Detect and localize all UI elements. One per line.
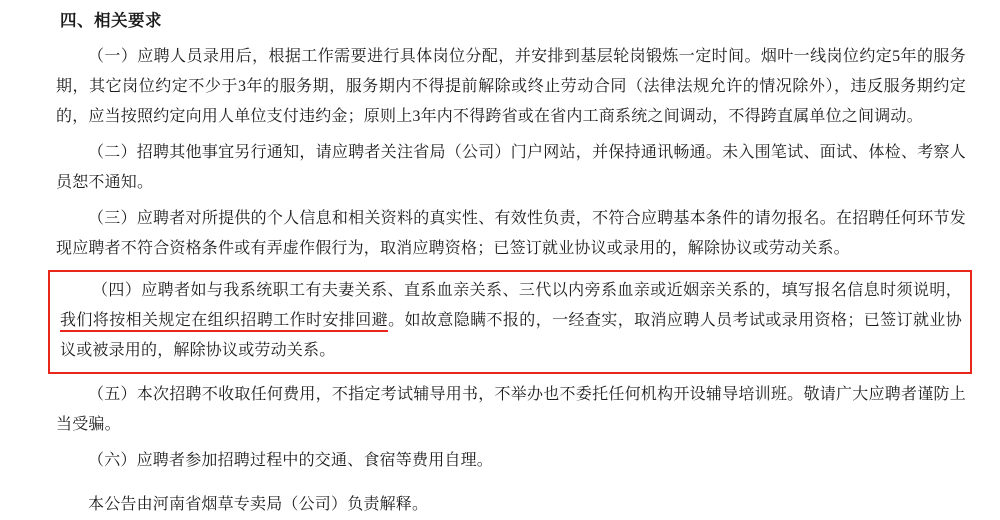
closing-statement: 本公告由河南省烟草专卖局（公司）负责解释。 (88, 496, 429, 513)
clause-underlined-text-1: 我们将按相关规定在组织招聘 (60, 312, 273, 332)
paragraph-item-5: （五）本次招聘不收取任何费用，不指定考试辅导用书，不举办也不委托任何机构开设辅导培训班。敬请广大应聘者谨防上当受骗。 (56, 386, 966, 433)
paragraph-item-1: （一）应聘人员录用后，根据工作需要进行具体岗位分配，并安排到基层轮岗锻炼一定时间。烟叶一线岗位约定5年的服务期，其它岗位约定不少于3年的服务期，服务期内不得提前解除或终止劳动合同（法律法规允许的情况除外），违反服务期约定的，应当按照约定向用人单位支付违约金；原则上3年内不得跨省或在省内工商系统之间调动，不得跨直属单位之间调动。 (56, 48, 966, 125)
clause-tail-text: 。如故意隐瞒不报的，一经查实，取消应聘人员考试或录用资格；已签订就业协议或被录用的，解除协议或劳动关系。 (60, 312, 962, 359)
paragraph-item-2: （二）招聘其他事宜另行通知，请应聘者关注省局（公司）门户网站，并保持通讯畅通。未入围笔试、面试、体检、考察人员恕不通知。 (56, 144, 966, 191)
highlighted-clause (46, 270, 976, 374)
section-heading: 四、相关要求 (60, 12, 162, 30)
clause-lead-text: （四）应聘者如与我系统职工有夫妻关系、直系血亲关系、三代以内旁系血亲或近姻亲关系的，填写报名信息时须说明， (92, 282, 962, 299)
clause-underlined-text-2: 工作时安排回避 (273, 312, 388, 332)
paragraph-item-6: （六）应聘者参加招聘过程中的交通、食宿等费用自理。 (88, 452, 494, 469)
paragraph-item-4 (46, 270, 976, 374)
paragraph-item-3: （三）应聘者对所提供的个人信息和相关资料的真实性、有效性负责，不符合应聘基本条件的请勿报名。在招聘任何环节发现应聘者不符合资格条件或有弄虚作假行为，取消应聘资格；已签订就业协议或录用的，解除协议或劳动关系。 (56, 210, 966, 257)
